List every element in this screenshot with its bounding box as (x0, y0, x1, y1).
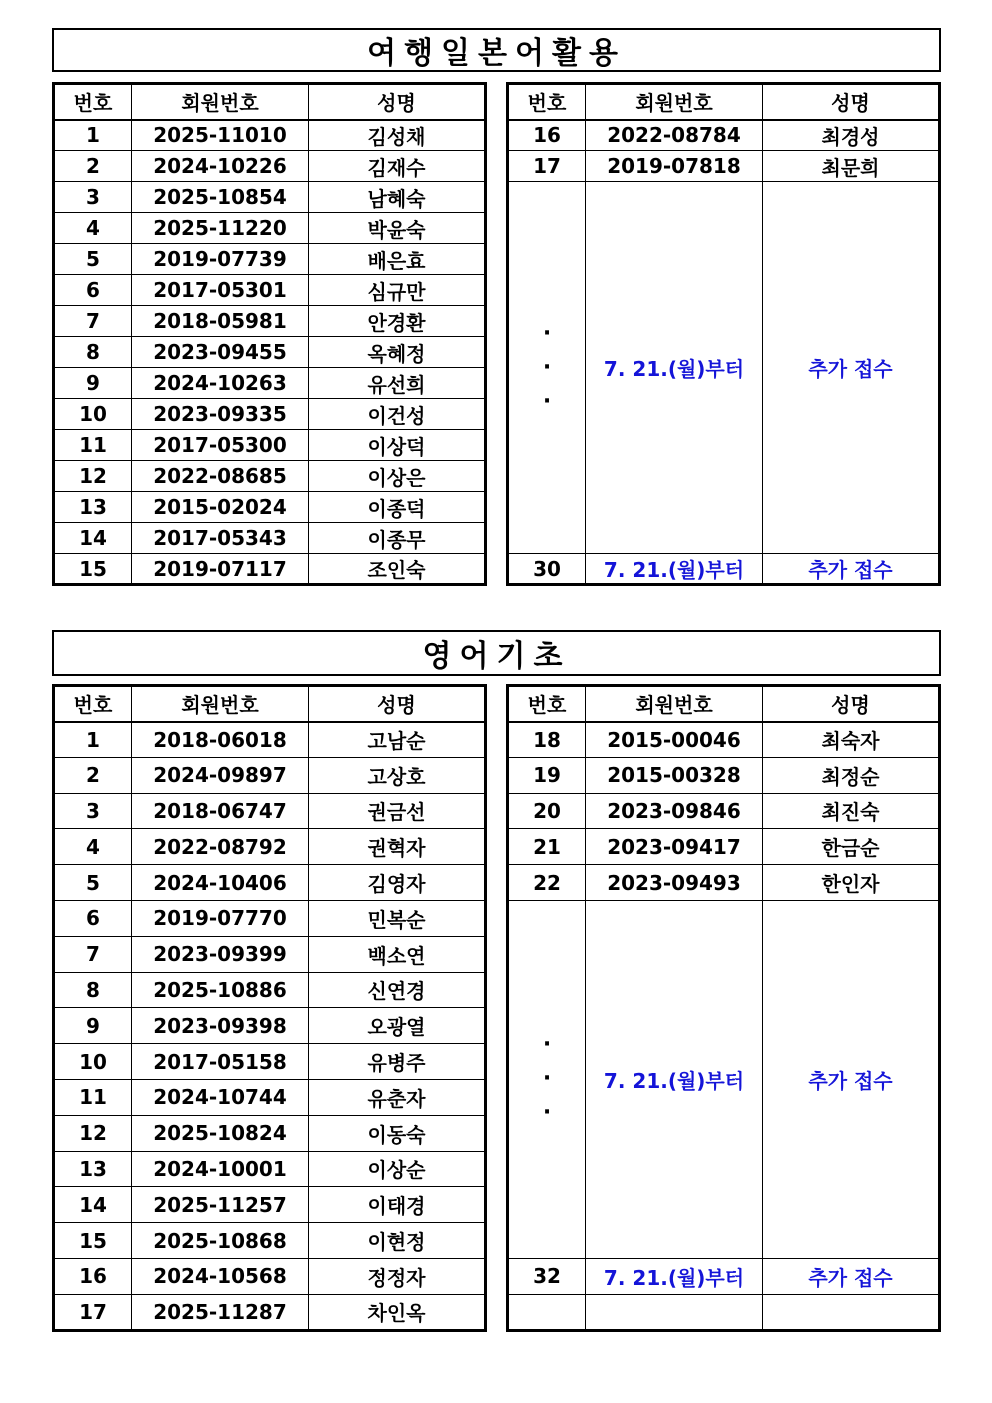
japanese-table-left (52, 82, 487, 586)
table-row (54, 1187, 486, 1223)
member-name: 한금순 (763, 829, 940, 865)
member-name: 이상순 (309, 1151, 486, 1187)
member-name: 심규만 (309, 275, 486, 306)
header-no: 번호 (54, 84, 132, 120)
member-id: 2022-08792 (132, 829, 309, 865)
row-number: 15 (54, 554, 132, 585)
table-row (54, 554, 486, 585)
empty-cell (763, 1294, 940, 1330)
member-name: 남혜숙 (309, 182, 486, 213)
header-member-id: 회원번호 (586, 686, 763, 722)
row-number: 17 (508, 151, 586, 182)
member-id: 2024-10226 (132, 151, 309, 182)
member-name: 박윤숙 (309, 213, 486, 244)
member-id: 2023-09417 (586, 829, 763, 865)
table-row (508, 120, 940, 151)
ellipsis-dots (508, 900, 586, 1258)
notice-text: 추가 접수 (763, 1258, 940, 1294)
row-number: 8 (54, 972, 132, 1008)
row-number: 3 (54, 793, 132, 829)
member-id: 2019-07770 (132, 900, 309, 936)
member-name: 안경환 (309, 306, 486, 337)
member-id: 2023-09846 (586, 793, 763, 829)
section-title-japanese: 여행일본어활용 (52, 28, 941, 72)
table-row (54, 244, 486, 275)
member-id: 2015-00328 (586, 757, 763, 793)
member-name: 이건성 (309, 399, 486, 430)
table-row (508, 829, 940, 865)
row-number: 1 (54, 120, 132, 151)
table-row (54, 722, 486, 758)
row-number: 6 (54, 900, 132, 936)
table-row (54, 306, 486, 337)
table-row (54, 275, 486, 306)
table-row (54, 1223, 486, 1259)
english-table-right (506, 684, 941, 1332)
table-row (508, 1258, 940, 1294)
notice-date: 7. 21.(월)부터 (586, 554, 763, 585)
header-member-id: 회원번호 (132, 686, 309, 722)
dot: · (542, 1032, 552, 1058)
member-name: 유병주 (309, 1044, 486, 1080)
header-member-id: 회원번호 (132, 84, 309, 120)
table-row (54, 1258, 486, 1294)
member-id: 2022-08685 (132, 461, 309, 492)
member-id: 2023-09398 (132, 1008, 309, 1044)
member-id: 2018-06018 (132, 722, 309, 758)
table-row (54, 151, 486, 182)
member-name: 김재수 (309, 151, 486, 182)
row-number: 10 (54, 399, 132, 430)
member-name: 고상호 (309, 757, 486, 793)
empty-row (508, 1294, 940, 1330)
row-number: 17 (54, 1294, 132, 1330)
dot: · (542, 320, 552, 346)
row-number: 18 (508, 722, 586, 758)
header-member-id: 회원번호 (586, 84, 763, 120)
row-number: 22 (508, 865, 586, 901)
member-name: 이종무 (309, 523, 486, 554)
member-name: 최진숙 (763, 793, 940, 829)
table-row (508, 554, 940, 585)
table-row (54, 829, 486, 865)
header-name: 성명 (763, 686, 940, 722)
table-row (54, 1294, 486, 1330)
row-number: 7 (54, 306, 132, 337)
member-name: 오광열 (309, 1008, 486, 1044)
notice-date: 7. 21.(월)부터 (586, 1258, 763, 1294)
notice-block (508, 900, 940, 1258)
member-id: 2025-10824 (132, 1115, 309, 1151)
header-name: 성명 (763, 84, 940, 120)
dot: · (542, 1066, 552, 1092)
member-name: 유춘자 (309, 1079, 486, 1115)
row-number: 14 (54, 523, 132, 554)
member-name: 김영자 (309, 865, 486, 901)
table-row (54, 1044, 486, 1080)
table-row (54, 120, 486, 151)
english-table-left (52, 684, 487, 1332)
row-number: 14 (54, 1187, 132, 1223)
member-id: 2023-09335 (132, 399, 309, 430)
member-id: 2019-07117 (132, 554, 309, 585)
row-number: 3 (54, 182, 132, 213)
table-row (54, 1079, 486, 1115)
member-id: 2017-05301 (132, 275, 309, 306)
dot: · (542, 1100, 552, 1126)
row-number: 16 (508, 120, 586, 151)
table-row (54, 492, 486, 523)
row-number: 6 (54, 275, 132, 306)
notice-date: 7. 21.(월)부터 (586, 900, 763, 1258)
row-number: 11 (54, 430, 132, 461)
table-row (54, 1115, 486, 1151)
row-number: 13 (54, 1151, 132, 1187)
table-row (54, 368, 486, 399)
member-name: 옥혜정 (309, 337, 486, 368)
member-name: 신연경 (309, 972, 486, 1008)
member-id: 2023-09399 (132, 936, 309, 972)
table-row (54, 865, 486, 901)
row-number: 15 (54, 1223, 132, 1259)
notice-date: 7. 21.(월)부터 (586, 182, 763, 554)
member-id: 2018-05981 (132, 306, 309, 337)
row-number: 12 (54, 1115, 132, 1151)
row-number: 9 (54, 368, 132, 399)
member-id: 2019-07818 (586, 151, 763, 182)
member-id: 2017-05300 (132, 430, 309, 461)
row-number: 4 (54, 829, 132, 865)
member-name: 최경성 (763, 120, 940, 151)
row-number: 20 (508, 793, 586, 829)
table-row (54, 182, 486, 213)
table-row (54, 213, 486, 244)
member-name: 민복순 (309, 900, 486, 936)
table-row (508, 757, 940, 793)
row-number: 12 (54, 461, 132, 492)
member-name: 배은효 (309, 244, 486, 275)
member-id: 2017-05158 (132, 1044, 309, 1080)
notice-block (508, 182, 940, 554)
member-name: 정정자 (309, 1258, 486, 1294)
table-row (54, 461, 486, 492)
member-name: 이동숙 (309, 1115, 486, 1151)
row-number: 16 (54, 1258, 132, 1294)
member-name: 최정순 (763, 757, 940, 793)
empty-cell (508, 1294, 586, 1330)
notice-text: 추가 접수 (763, 554, 940, 585)
member-id: 2017-05343 (132, 523, 309, 554)
row-number: 19 (508, 757, 586, 793)
table-row (508, 865, 940, 901)
member-id: 2025-10886 (132, 972, 309, 1008)
member-id: 2023-09455 (132, 337, 309, 368)
row-number: 4 (54, 213, 132, 244)
member-id: 2025-10854 (132, 182, 309, 213)
member-name: 이상덕 (309, 430, 486, 461)
row-number: 9 (54, 1008, 132, 1044)
dot: · (542, 388, 552, 414)
table-row (54, 936, 486, 972)
table-row (54, 757, 486, 793)
notice-text: 추가 접수 (763, 182, 940, 554)
dot: · (542, 354, 552, 380)
row-number: 7 (54, 936, 132, 972)
member-name: 권금선 (309, 793, 486, 829)
member-id: 2025-11220 (132, 213, 309, 244)
row-number: 1 (54, 722, 132, 758)
header-name: 성명 (309, 84, 486, 120)
member-name: 권혁자 (309, 829, 486, 865)
notice-text: 추가 접수 (763, 900, 940, 1258)
member-name: 차인옥 (309, 1294, 486, 1330)
header-no: 번호 (508, 686, 586, 722)
table-row (54, 523, 486, 554)
member-name: 고남순 (309, 722, 486, 758)
table-row (54, 430, 486, 461)
header-name: 성명 (309, 686, 486, 722)
member-name: 한인자 (763, 865, 940, 901)
table-row (508, 722, 940, 758)
member-name: 최숙자 (763, 722, 940, 758)
member-name: 조인숙 (309, 554, 486, 585)
member-id: 2024-10263 (132, 368, 309, 399)
member-name: 최문희 (763, 151, 940, 182)
row-number: 21 (508, 829, 586, 865)
member-name: 김성채 (309, 120, 486, 151)
member-name: 이종덕 (309, 492, 486, 523)
member-id: 2024-10744 (132, 1079, 309, 1115)
row-number: 2 (54, 757, 132, 793)
member-id: 2025-11257 (132, 1187, 309, 1223)
row-number: 13 (54, 492, 132, 523)
member-id: 2015-00046 (586, 722, 763, 758)
member-name: 이상은 (309, 461, 486, 492)
member-name: 유선희 (309, 368, 486, 399)
member-name: 이태경 (309, 1187, 486, 1223)
table-row (508, 151, 940, 182)
member-name: 백소연 (309, 936, 486, 972)
member-id: 2018-06747 (132, 793, 309, 829)
member-id: 2015-02024 (132, 492, 309, 523)
row-number: 5 (54, 865, 132, 901)
row-number: 5 (54, 244, 132, 275)
member-id: 2019-07739 (132, 244, 309, 275)
header-no: 번호 (508, 84, 586, 120)
ellipsis-dots (508, 182, 586, 554)
member-id: 2024-10406 (132, 865, 309, 901)
row-number: 10 (54, 1044, 132, 1080)
member-id: 2025-11287 (132, 1294, 309, 1330)
empty-cell (586, 1294, 763, 1330)
section-title-english: 영어기초 (52, 630, 941, 676)
member-id: 2024-10001 (132, 1151, 309, 1187)
member-id: 2025-10868 (132, 1223, 309, 1259)
table-row (508, 793, 940, 829)
row-number: 2 (54, 151, 132, 182)
row-number: 11 (54, 1079, 132, 1115)
member-id: 2023-09493 (586, 865, 763, 901)
table-row (54, 972, 486, 1008)
member-name: 이현정 (309, 1223, 486, 1259)
table-row (54, 399, 486, 430)
member-id: 2024-09897 (132, 757, 309, 793)
row-number: 8 (54, 337, 132, 368)
member-id: 2025-11010 (132, 120, 309, 151)
japanese-table-right (506, 82, 941, 586)
table-row (54, 900, 486, 936)
row-number: 32 (508, 1258, 586, 1294)
table-row (54, 1008, 486, 1044)
member-id: 2022-08784 (586, 120, 763, 151)
table-row (54, 337, 486, 368)
header-no: 번호 (54, 686, 132, 722)
row-number: 30 (508, 554, 586, 585)
member-id: 2024-10568 (132, 1258, 309, 1294)
table-row (54, 793, 486, 829)
table-row (54, 1151, 486, 1187)
